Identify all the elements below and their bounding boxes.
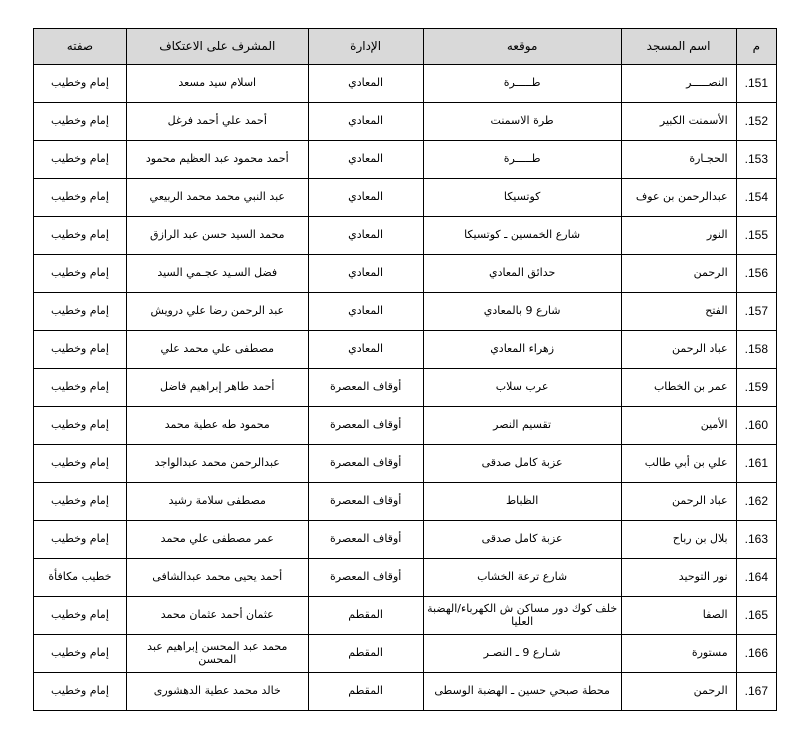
administration: المعادي <box>308 331 423 369</box>
mosque-location: شارع ترعة الخشاب <box>423 559 621 597</box>
table-row <box>34 293 777 331</box>
row-number: 162. <box>736 483 776 521</box>
supervisor-name: عثمان أحمد عثمان محمد <box>126 597 308 635</box>
supervisor-role: إمام وخطيب <box>34 521 127 559</box>
mosque-name: النور <box>621 217 736 255</box>
supervisor-role: إمام وخطيب <box>34 217 127 255</box>
row-number: 151. <box>736 65 776 103</box>
header-number: م <box>736 29 776 65</box>
mosque-name: النصـــــر <box>621 65 736 103</box>
mosque-location: زهراء المعادي <box>423 331 621 369</box>
supervisor-role: إمام وخطيب <box>34 103 127 141</box>
table-row <box>34 255 777 293</box>
row-number: 165. <box>736 597 776 635</box>
mosque-location: تقسيم النصر <box>423 407 621 445</box>
row-number: 158. <box>736 331 776 369</box>
row-number: 161. <box>736 445 776 483</box>
table-row <box>34 445 777 483</box>
mosque-location: طـــــرة <box>423 65 621 103</box>
administration: أوقاف المعصرة <box>308 445 423 483</box>
header-role: صفته <box>34 29 127 65</box>
supervisor-name: عمر مصطفى علي محمد <box>126 521 308 559</box>
row-number: 155. <box>736 217 776 255</box>
administration: المقطم <box>308 597 423 635</box>
administration: المقطم <box>308 635 423 673</box>
supervisor-role: إمام وخطيب <box>34 483 127 521</box>
mosque-name: علي بن أبي طالب <box>621 445 736 483</box>
mosque-location: عزبة كامل صدقى <box>423 521 621 559</box>
supervisor-role: إمام وخطيب <box>34 141 127 179</box>
mosque-location: طـــــرة <box>423 141 621 179</box>
supervisor-role: إمام وخطيب <box>34 369 127 407</box>
supervisor-role: إمام وخطيب <box>34 597 127 635</box>
mosque-location: عرب سلاب <box>423 369 621 407</box>
administration: أوقاف المعصرة <box>308 483 423 521</box>
row-number: 163. <box>736 521 776 559</box>
table-row <box>34 635 777 673</box>
mosque-location: طرة الاسمنت <box>423 103 621 141</box>
row-number: 164. <box>736 559 776 597</box>
administration: المعادي <box>308 217 423 255</box>
administration: أوقاف المعصرة <box>308 559 423 597</box>
header-mosque-name: اسم المسجد <box>621 29 736 65</box>
supervisor-name: أحمد محمود عبد العظيم محمود <box>126 141 308 179</box>
supervisor-name: أحمد يحيى محمد عبدالشافى <box>126 559 308 597</box>
supervisor-name: مصطفى علي محمد علي <box>126 331 308 369</box>
supervisor-role: إمام وخطيب <box>34 293 127 331</box>
mosque-name: الحجـارة <box>621 141 736 179</box>
table-body <box>34 65 777 711</box>
mosque-location: حدائق المعادي <box>423 255 621 293</box>
administration: أوقاف المعصرة <box>308 521 423 559</box>
administration: المعادي <box>308 141 423 179</box>
table-row <box>34 369 777 407</box>
table-row <box>34 559 777 597</box>
mosque-location: كوتسيكا <box>423 179 621 217</box>
supervisor-role: إمام وخطيب <box>34 635 127 673</box>
mosque-name: عبدالرحمن بن عوف <box>621 179 736 217</box>
supervisor-name: عبد الرحمن رضا علي درويش <box>126 293 308 331</box>
table-row <box>34 217 777 255</box>
row-number: 160. <box>736 407 776 445</box>
header-supervisor: المشرف على الاعتكاف <box>126 29 308 65</box>
row-number: 167. <box>736 673 776 711</box>
supervisor-name: اسلام سيد مسعد <box>126 65 308 103</box>
mosque-location: شـارع 9 ـ النصـر <box>423 635 621 673</box>
administration: المعادي <box>308 179 423 217</box>
supervisor-name: خالد محمد عطية الدهشورى <box>126 673 308 711</box>
table-row <box>34 521 777 559</box>
row-number: 153. <box>736 141 776 179</box>
mosque-location: شارع 9 بالمعادي <box>423 293 621 331</box>
mosque-name: بلال بن رباح <box>621 521 736 559</box>
supervisor-name: فضل السـيد عجـمي السيد <box>126 255 308 293</box>
mosque-name: الصفا <box>621 597 736 635</box>
administration: المعادي <box>308 65 423 103</box>
table-row <box>34 103 777 141</box>
supervisor-role: إمام وخطيب <box>34 65 127 103</box>
table-row <box>34 483 777 521</box>
supervisor-name: عبدالرحمن محمد عبدالواجد <box>126 445 308 483</box>
mosque-name: عباد الرحمن <box>621 483 736 521</box>
mosque-location: محطة صبحي حسين ـ الهضبة الوسطى <box>423 673 621 711</box>
mosque-name: الأسمنت الكبير <box>621 103 736 141</box>
supervisor-role: خطيب مكافأة <box>34 559 127 597</box>
mosque-name: الرحمن <box>621 255 736 293</box>
mosque-location: شارع الخمسين ـ كوتسيكا <box>423 217 621 255</box>
mosque-name: عمر بن الخطاب <box>621 369 736 407</box>
table-row <box>34 331 777 369</box>
table-row <box>34 597 777 635</box>
supervisor-name: أحمد طاهر إبراهيم فاضل <box>126 369 308 407</box>
mosque-location: الظباط <box>423 483 621 521</box>
administration: المعادي <box>308 293 423 331</box>
supervisor-role: إمام وخطيب <box>34 179 127 217</box>
administration: المقطم <box>308 673 423 711</box>
row-number: 159. <box>736 369 776 407</box>
row-number: 166. <box>736 635 776 673</box>
table-row <box>34 179 777 217</box>
supervisor-role: إمام وخطيب <box>34 255 127 293</box>
mosques-table <box>33 28 777 711</box>
mosque-name: نور التوحيد <box>621 559 736 597</box>
administration: أوقاف المعصرة <box>308 369 423 407</box>
administration: المعادي <box>308 103 423 141</box>
mosque-name: عباد الرحمن <box>621 331 736 369</box>
administration: أوقاف المعصرة <box>308 407 423 445</box>
table-header-row <box>34 29 777 65</box>
mosque-name: الأمين <box>621 407 736 445</box>
row-number: 154. <box>736 179 776 217</box>
row-number: 156. <box>736 255 776 293</box>
table-row <box>34 407 777 445</box>
mosque-name: مستورة <box>621 635 736 673</box>
row-number: 157. <box>736 293 776 331</box>
table-row <box>34 141 777 179</box>
row-number: 152. <box>736 103 776 141</box>
supervisor-role: إمام وخطيب <box>34 407 127 445</box>
supervisor-name: محمد عبد المحسن إبراهيم عبد المحسن <box>126 635 308 673</box>
supervisor-name: محمود طه عطية محمد <box>126 407 308 445</box>
header-location: موقعه <box>423 29 621 65</box>
supervisor-name: عبد النبي محمد محمد الربيعي <box>126 179 308 217</box>
header-administration: الإدارة <box>308 29 423 65</box>
supervisor-name: أحمد علي أحمد فرغل <box>126 103 308 141</box>
supervisor-role: إمام وخطيب <box>34 445 127 483</box>
table-row <box>34 673 777 711</box>
supervisor-name: مصطفى سلامة رشيد <box>126 483 308 521</box>
supervisor-name: محمد السيد حسن عبد الرازق <box>126 217 308 255</box>
table-row <box>34 65 777 103</box>
mosque-name: الرحمن <box>621 673 736 711</box>
supervisor-role: إمام وخطيب <box>34 331 127 369</box>
mosque-name: الفتح <box>621 293 736 331</box>
mosque-location: خلف كوك دور مساكن ش الكهرباء/الهضبة العليا <box>423 597 621 635</box>
mosque-location: عزبة كامل صدقى <box>423 445 621 483</box>
supervisor-role: إمام وخطيب <box>34 673 127 711</box>
administration: المعادي <box>308 255 423 293</box>
